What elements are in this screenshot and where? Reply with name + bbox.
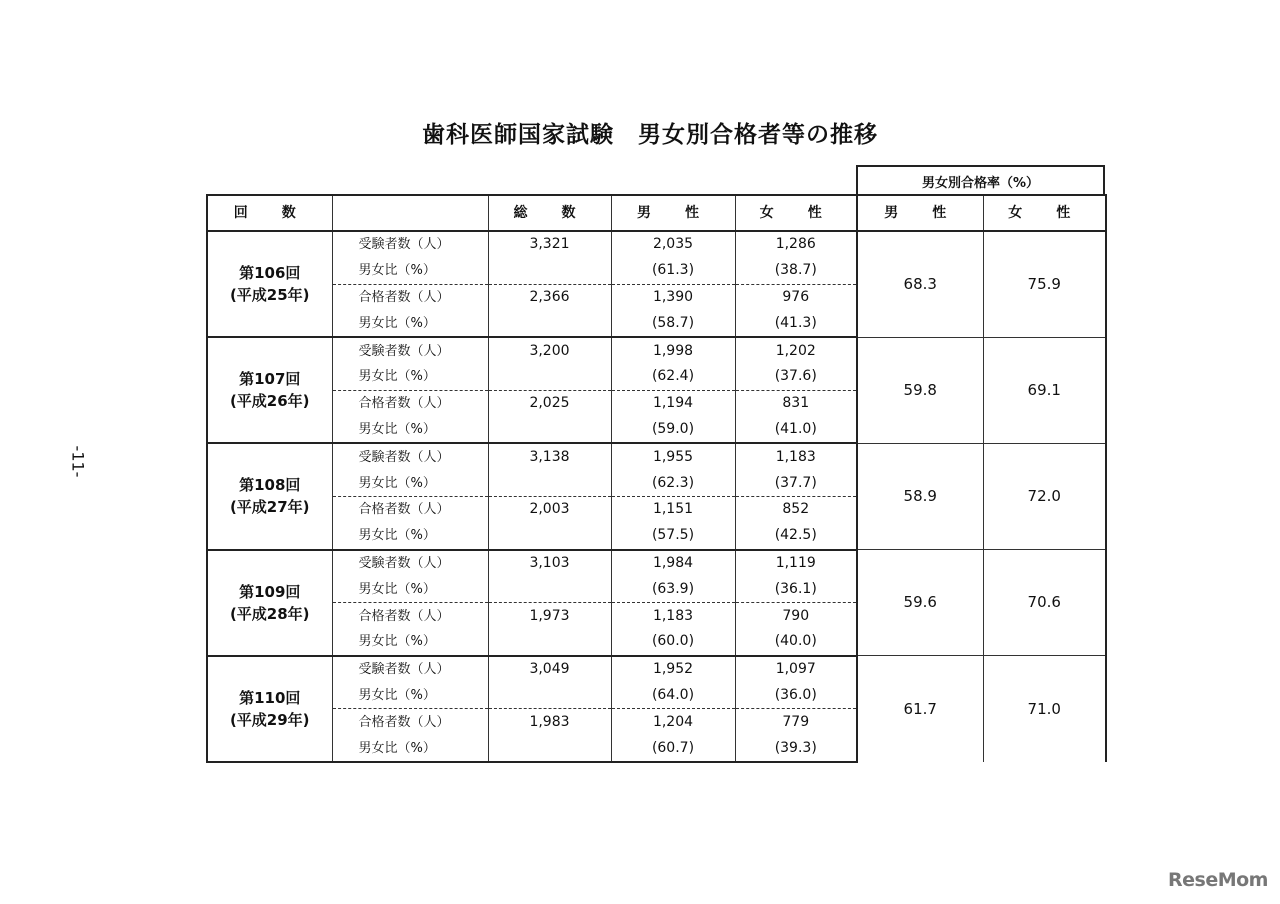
round-cell: [207, 337, 332, 443]
round-era: (平成26年): [229, 392, 310, 411]
round-number: 第110回: [239, 688, 301, 707]
female-cell: (36.0): [735, 683, 857, 709]
female-cell: (41.3): [735, 310, 857, 337]
pass-rate-female: 72.0: [983, 443, 1106, 549]
table-row-examinees: [207, 337, 1106, 364]
round-number: 第107回: [239, 370, 301, 389]
round-era: (平成25年): [229, 286, 310, 305]
total-cell: 3,200: [488, 337, 611, 364]
female-cell: (40.0): [735, 629, 857, 656]
round-cell: [207, 443, 332, 549]
pass-rate-male: 61.7: [857, 656, 983, 762]
pass-rate-female: 69.1: [983, 337, 1106, 443]
male-cell: (60.7): [611, 735, 735, 762]
total-cell: [488, 470, 611, 496]
male-cell: (61.3): [611, 258, 735, 284]
row-label: 合格者数（人）: [332, 284, 488, 310]
row-label: 受験者数（人）: [332, 337, 488, 364]
round-cell: [207, 231, 332, 337]
header-rate-female: 女 性: [983, 195, 1106, 231]
male-cell: 1,194: [611, 390, 735, 416]
row-label: 受験者数（人）: [332, 550, 488, 577]
row-label: 合格者数（人）: [332, 603, 488, 629]
male-cell: 1,998: [611, 337, 735, 364]
header-label: [332, 195, 488, 231]
row-label: 男女比（%）: [332, 576, 488, 602]
row-label: 合格者数（人）: [332, 496, 488, 522]
round-cell: [207, 550, 332, 656]
header-male: 男 性: [611, 195, 735, 231]
female-cell: (37.6): [735, 364, 857, 390]
total-cell: [488, 364, 611, 390]
total-cell: 3,138: [488, 443, 611, 470]
row-label: 男女比（%）: [332, 523, 488, 550]
table-row-examinees: [207, 550, 1106, 577]
row-label: 男女比（%）: [332, 364, 488, 390]
pass-rate-male: 59.6: [857, 550, 983, 656]
table-row-examinees: [207, 443, 1106, 470]
row-label: 男女比（%）: [332, 470, 488, 496]
male-cell: (62.3): [611, 470, 735, 496]
male-cell: 1,952: [611, 656, 735, 683]
male-cell: 1,984: [611, 550, 735, 577]
total-cell: [488, 417, 611, 444]
total-cell: 2,003: [488, 496, 611, 522]
female-cell: 779: [735, 709, 857, 735]
total-cell: 3,321: [488, 231, 611, 258]
round-cell: [207, 656, 332, 762]
female-cell: (37.7): [735, 470, 857, 496]
round-number: 第108回: [239, 476, 301, 495]
document-title: 歯科医師国家試験 男女別合格者等の推移: [422, 122, 878, 148]
pass-rate-female: 70.6: [983, 550, 1106, 656]
page-number: -11-: [68, 445, 88, 478]
row-label: 合格者数（人）: [332, 709, 488, 735]
male-cell: 1,955: [611, 443, 735, 470]
row-label: 男女比（%）: [332, 417, 488, 444]
pass-rate-female: 75.9: [983, 231, 1106, 337]
total-cell: 3,049: [488, 656, 611, 683]
header-rate-male: 男 性: [857, 195, 983, 231]
male-cell: (62.4): [611, 364, 735, 390]
pass-rate-female: 71.0: [983, 656, 1106, 762]
pass-rate-male: 68.3: [857, 231, 983, 337]
female-cell: 1,202: [735, 337, 857, 364]
total-cell: [488, 310, 611, 337]
header-row: [207, 195, 1106, 231]
row-label: 男女比（%）: [332, 310, 488, 337]
results-table: [206, 194, 1107, 763]
female-cell: (38.7): [735, 258, 857, 284]
male-cell: 2,035: [611, 231, 735, 258]
row-label: 受験者数（人）: [332, 656, 488, 683]
round-era: (平成29年): [229, 710, 310, 729]
female-cell: 831: [735, 390, 857, 416]
female-cell: (42.5): [735, 523, 857, 550]
female-cell: (39.3): [735, 735, 857, 762]
table-row-examinees: [207, 656, 1106, 683]
header-round: 回 数: [207, 195, 332, 231]
male-cell: (59.0): [611, 417, 735, 444]
row-label: 受験者数（人）: [332, 443, 488, 470]
female-cell: 1,097: [735, 656, 857, 683]
male-cell: 1,204: [611, 709, 735, 735]
male-cell: (58.7): [611, 310, 735, 337]
row-label: 合格者数（人）: [332, 390, 488, 416]
header-female: 女 性: [735, 195, 857, 231]
total-cell: [488, 258, 611, 284]
row-label: 男女比（%）: [332, 683, 488, 709]
female-cell: 976: [735, 284, 857, 310]
round-era: (平成27年): [229, 498, 310, 517]
male-cell: 1,183: [611, 603, 735, 629]
male-cell: (57.5): [611, 523, 735, 550]
pass-rate-header: 男女別合格率（%）: [856, 165, 1105, 196]
male-cell: (60.0): [611, 629, 735, 656]
total-cell: 2,025: [488, 390, 611, 416]
round-number: 第106回: [239, 264, 301, 283]
row-label: 受験者数（人）: [332, 231, 488, 258]
total-cell: [488, 629, 611, 656]
male-cell: (64.0): [611, 683, 735, 709]
row-label: 男女比（%）: [332, 629, 488, 656]
male-cell: (63.9): [611, 576, 735, 602]
row-label: 男女比（%）: [332, 258, 488, 284]
total-cell: [488, 683, 611, 709]
round-number: 第109回: [239, 582, 301, 601]
female-cell: (36.1): [735, 576, 857, 602]
total-cell: 3,103: [488, 550, 611, 577]
total-cell: 1,973: [488, 603, 611, 629]
round-era: (平成28年): [229, 604, 310, 623]
total-cell: 1,983: [488, 709, 611, 735]
female-cell: 1,119: [735, 550, 857, 577]
table-row-examinees: [207, 231, 1106, 258]
female-cell: (41.0): [735, 417, 857, 444]
row-label: 男女比（%）: [332, 735, 488, 762]
total-cell: [488, 735, 611, 762]
male-cell: 1,390: [611, 284, 735, 310]
pass-rate-male: 59.8: [857, 337, 983, 443]
resemom-logo: ReseMom: [1168, 869, 1268, 891]
total-cell: 2,366: [488, 284, 611, 310]
female-cell: 1,286: [735, 231, 857, 258]
male-cell: 1,151: [611, 496, 735, 522]
female-cell: 790: [735, 603, 857, 629]
total-cell: [488, 576, 611, 602]
header-total: 総 数: [488, 195, 611, 231]
total-cell: [488, 523, 611, 550]
pass-rate-male: 58.9: [857, 443, 983, 549]
female-cell: 1,183: [735, 443, 857, 470]
female-cell: 852: [735, 496, 857, 522]
